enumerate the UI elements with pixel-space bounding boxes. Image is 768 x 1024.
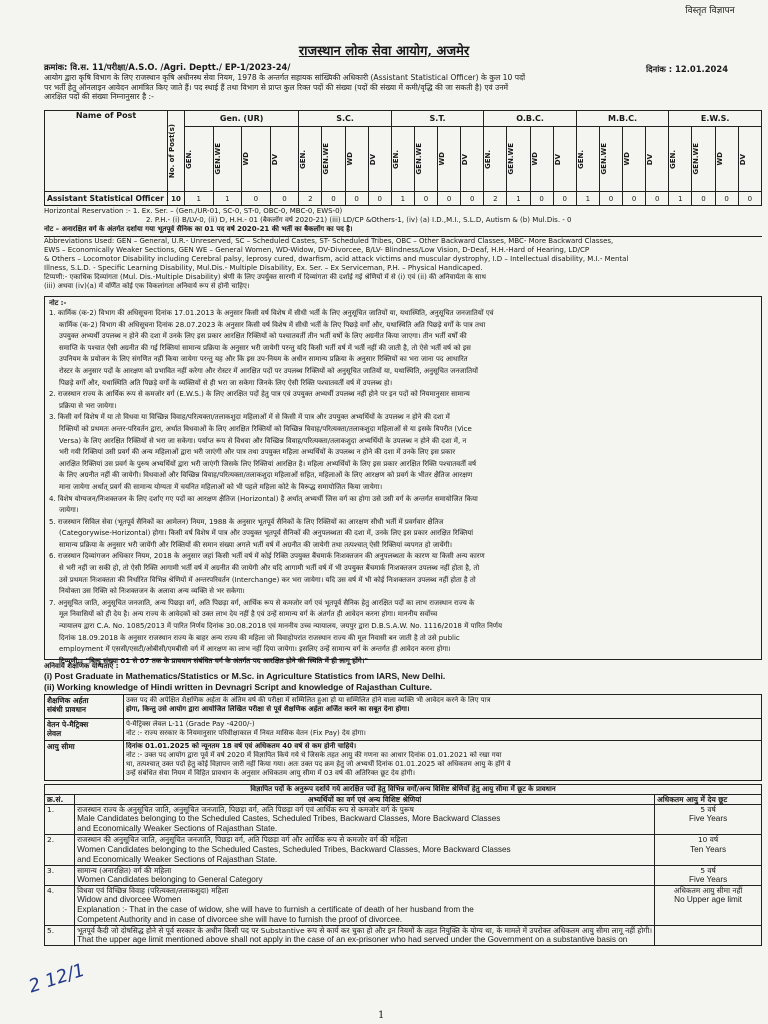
- notes-section: [44, 296, 762, 665]
- subheader-1-2: WD: [345, 126, 368, 192]
- note-line: 1. कार्मिक (क-2) विभाग की अधिसूचना दिनांक 17.01.2013 के अनुसार किसी वर्ष विशेष में सीधी भर्ती के लिए अनुसूचित जातियों या, यथास्थिति, अनुसूचित जनजातियों एवं: [49, 309, 494, 317]
- group-gen-ur: Gen. (UR): [185, 111, 299, 127]
- horizontal-reservation: Horizontal Reservation :- 1. Ex. Ser. – (Gen./UR-01, SC-0, ST-0, OBC-0, MBC-0, EWS-0) 2. P.H.- (i) B/LV-0, (ii) D, H.H.- 01 (बैकलॉग वर्ष 2020-21) (iii) LD/CP &Others-1, (iv) (a) I.D.,M.I., S.L.D, Autism & (b) Mul.Dis. - 0 नोट – अनारक्षित वर्ग के अंतर्गत दर्शाया गया भूतपूर्व सैनिक का 01 पद वर्ष 2020-21 की भर्ती का बैकलॉग का पद है।: [44, 207, 572, 233]
- note-line: 7. अनुसूचित जाति, अनुसूचित जनजाति, अन्य पिछड़ा वर्ग, अति पिछड़ा वर्ग, आर्थिक रूप से कमजोर वर्ग एवं भूतपूर्व सैनिक हेतु आरक्षित पदों का लाभ राजस्थान राज्य के: [49, 598, 475, 607]
- no-of-posts-header: No. of Post(s): [168, 124, 176, 179]
- vacancy-value: 0: [270, 192, 299, 206]
- note-line: प्रक्रिया से भरा जायेगा।: [59, 401, 117, 410]
- vacancy-value: 0: [530, 192, 553, 206]
- col-category: अभ्यर्थियों का वर्ग एवं अन्य विशिष्ट श्रेणियां: [75, 795, 655, 805]
- subheader-2-3: DV: [461, 126, 484, 192]
- subheader-5-2: WD: [715, 126, 738, 192]
- note-line: से भरी नहीं जा सकी हो, तो ऐसी रिक्ति आगामी भर्ती वर्ष में अग्रनीत की जायेगी और यदि आगामी भर्ती वर्ष में भी उपयुक्त बैंचमार्क निःशक्तजन उपलब्ध नहीं होता है, तो: [59, 564, 480, 573]
- col-sn: क्र.सं.: [45, 795, 75, 805]
- subheader-0-3: DV: [270, 126, 299, 192]
- age-row-relaxation: 5 वर्ष Five Years: [655, 805, 762, 835]
- info-table: [44, 694, 762, 781]
- info-text-pay: पे-मैट्रिक्स लेवल L-11 (Grade Pay -4200/-) नोट :- राज्य सरकार के नियमानुसार परिवीक्षाकाल में नियत मासिक वेतन (Fix Pay) देय होगा।: [124, 719, 762, 741]
- subheader-4-2: WD: [623, 126, 646, 192]
- subheader-0-2: WD: [242, 126, 271, 192]
- age-row-category: भूतपूर्व कैदी जो दोषसिद्ध होने से पूर्व सरकार के अधीन किसी पद पर Substantive रूप से कार्य कर चुका हो और इन नियमों के तहत नियुक्ति के योग्य था, के मामले में उपरोक्त अधिकतम आयु सीमा लागू नहीं होगी। That the upper age limit mentioned above shall not apply in the case of an ex-prisoner who had served under the Government on a substantive basis on: [75, 926, 655, 946]
- age-row-relaxation: [655, 926, 762, 946]
- note-line: 5. राजस्थान सिविल सेवा (भूतपूर्व सैनिकों का आमेलन) नियम, 1988 के अनुसार भूतपूर्व सैनिकों के लिए रिक्तियों का आरक्षण सीधी भर्ती में प्रवर्गवार क्षैतिज: [49, 517, 444, 526]
- advertisement-date: दिनांक : 12.01.2024: [646, 64, 729, 74]
- age-row-category: विधवा एवं विच्छिन्न विवाह (परित्यक्ता/तलाकशुदा) महिला Widow and divorcee Women Explanation :- That in the case of widow, she will have to furnish a certificate of death of her husband from the Competent Authority and in case of divorcee she will have to furnish the proof of divorcee.: [75, 885, 655, 925]
- group-obc: O.B.C.: [484, 111, 577, 127]
- note-line: दिनांक 18.09.2018 के अनुसार राजस्थान राज्य के बाहर अन्य राज्य की महिला जो विवाहोपरांत राजस्थान राज्य की मूल निवासी बन जाती है तो उसे public: [59, 633, 460, 642]
- subheader-3-0: GEN.: [484, 126, 507, 192]
- notes-heading: नोट :-: [49, 299, 67, 307]
- info-text-qualification: उक्त पद की अपेक्षित शैक्षणिक अर्हता के अंतिम वर्ष की परीक्षा में सम्मिलित हुआ हो या सम्मिलित होने वाला व्यक्ति भी आवेदन करने के लिए पात्र होगा, किन्तु उसे आयोग द्वारा आयोजित लिखित परीक्षा से पूर्व शैक्षणिक अर्हता अर्जित करने का सबूत देना होगा।: [124, 695, 762, 719]
- info-label-pay: वेतन पे-मैट्रिक्स लेवल: [45, 719, 124, 741]
- subheader-1-1: GEN.WE: [322, 126, 345, 192]
- vacancy-value: 0: [692, 192, 715, 206]
- age-row-category: सामान्य (अनारक्षित) वर्ग की महिला Women Candidates belonging to General Category: [75, 865, 655, 885]
- info-text-age: दिनांक 01.01.2025 को न्यूनतम 18 वर्ष एवं अधिकतम 40 वर्ष से कम होनी चाहिये। नोट :- उक्त पद आयोग द्वारा पूर्व में वर्ष 2020 में विज्ञापित किये गये थे जिसके तहत आयु की गणना का आधार दिनांक 01.01.2021 को रखा गया था, तत्पश्चात् उक्त पदों हेतु कोई विज्ञापन जारी नहीं किया गया। अतः उक्त पद क्रम हेतु जो अभ्यर्थी दिनांक 01.01.2025 को अधिकतम आयु के होंगे वे उन्हें संबंधित सेवा नियम में विहित प्रावधान के अनुसार अधिकतम आयु सीमा में 03 वर्ष की अतिरिक्त छूट देय होगी।: [124, 741, 762, 781]
- subheader-0-1: GEN.WE: [213, 126, 242, 192]
- info-label-age: आयु सीमा: [45, 741, 124, 781]
- note-line: employment में एससी/एसटी/ओबीसी/एमबीसी वर्ग में आरक्षण का लाभ नहीं दिया जायेगा। इसलिए उन्हें सामान्य वर्ग के अन्तर्गत ही आवेदन करना होगा।: [59, 645, 451, 654]
- note-line: 3. किसी वर्ग विशेष में या तो विधवा या विच्छिन्न विवाह/परित्यक्ता/तलाकशुदा महिलाओं में से किसी में पात्र और उपयुक्त अभ्यर्थियों के उपलब्ध न होने की दशा में: [49, 413, 450, 422]
- vacancy-value: 0: [461, 192, 484, 206]
- note-line: 6. राजस्थान दिव्यांगजन अधिकार नियम, 2018 के अनुसार जहां किसी भर्ती वर्ष में कोई रिक्ति उपयुक्त बैंचमार्क निःशक्तजन की अनुपलब्धता के कारण या किसी अन्य कारण: [49, 552, 485, 561]
- note-line: उपयुक्त अभ्यर्थी उपलब्ध न होने की दशा में उनके लिए इस प्रकार आरक्षित रिक्तियों को पश्चातवर्ती तीन भर्ती वर्षों के लिए अग्रनीत किया जाएगा। तीन भर्ती वर्षों की: [59, 332, 467, 341]
- vacancy-value: 1: [391, 192, 414, 206]
- age-row-sn: 2.: [45, 835, 75, 865]
- note-line: 4. विशेष योग्यजन/निःशक्तजन के लिए दर्शाए गए पदों का आरक्षण क्षैतिज (Horizontal) है अर्थात् अभ्यर्थी जिस वर्ग का होगा उसे उसी वर्ग के अन्तर्गत समायोजित किया: [49, 494, 478, 503]
- page-number: 1: [378, 1010, 385, 1021]
- note-line: के लिए अग्रनीत नहीं की जायेगी। विधवाओं और विच्छिन्न विवाह/परित्यक्ता/तलाकशुदा महिलाओं सहित, महिलाओं के लिए आरक्षण को प्रवर्ग के भीतर क्षैतिज आरक्षण: [59, 471, 473, 480]
- age-row-sn: 4.: [45, 885, 75, 925]
- note-line: (Categorywise-Horizontal) होगा। किसी वर्ष विशेष में पात्र और उपयुक्त भूतपूर्व सैनिकों की अनुपलब्धता की दशा में, उनके लिए इस प्रकार आरक्षित रिक्तियां: [59, 529, 474, 538]
- vacancy-value: 1: [669, 192, 692, 206]
- note-line: रिक्तियों को प्रथमतः अन्तर-परिवर्तन द्वारा, अर्थात विधवाओं के लिए आरक्षित रिक्तियों को विच्छिन्न विवाह/परित्यक्ता/तलाकशुदा महिलाओं से या इसके विपरीत (Vice: [59, 424, 472, 433]
- handwritten-mark: 2 12/1: [26, 959, 88, 998]
- age-row-sn: 5.: [45, 926, 75, 946]
- subheader-4-3: DV: [646, 126, 669, 192]
- age-row: [45, 835, 762, 865]
- vacancy-value: 0: [553, 192, 576, 206]
- intro-paragraph: आयोग द्वारा कृषि विभाग के लिए राजस्थान कृषि अधीनस्थ सेवा नियम, 1978 के अन्तर्गत सहायक सांख्यिकी अधिकारी (Assistant Statistical Officer) के कुल 10 पदों पर भर्ती हेतु ऑनलाइन आवेदन आमंत्रित किए जाते हैं। पद स्थाई हैं तथा विभाग से प्राप्त कुल रिक्त पदों की संख्या (पदों की संख्या में कमी/वृद्धि की जा सकती है) एवं उनमें आरक्षित पदों की संख्या निम्नानुसार है :-: [44, 73, 526, 102]
- vacancy-value: 1: [185, 192, 214, 206]
- note-line: न्यायालय द्वारा C.A. No. 1085/2013 में पारित निर्णय दिनांक 30.08.2018 एवं माननीय उच्च न्यायालय, जयपुर द्वारा D.B.S.A.W. No. 1116/2018 में पारित निर्णय: [59, 622, 502, 631]
- age-row-relaxation: अधिकतम आयु सीमा नहीं No Upper age limit: [655, 885, 762, 925]
- note-line: उपनियम के प्रयोजन के लिए संगणित नहीं किया जायेगा परन्तु यह और कि इस उप-नियम के अधीन सामान्य प्रक्रिया के अनुसार रिक्तियों का भरा जाना पद आधारित: [59, 355, 468, 364]
- subheader-3-1: GEN.WE: [507, 126, 530, 192]
- name-of-post-header: Name of Post: [45, 111, 168, 192]
- subheader-2-0: GEN.: [391, 126, 414, 192]
- note-line: कार्मिक (क-2) विभाग की अधिसूचना दिनांक 28.07.2023 के अनुसार किसी वर्ष विशेष में सीधी भर्ती के लिए पिछड़े वर्गों और, यथास्थिति अति पिछड़े वर्गों के पात्र तथा: [59, 320, 486, 329]
- page-title: राजस्थान लोक सेवा आयोग, अजमेर: [298, 44, 470, 59]
- vacancy-value: 0: [715, 192, 738, 206]
- col-relaxation: अधिकतम आयु में देय छूट: [655, 795, 762, 805]
- corner-tag: विस्तृत विज्ञापन: [685, 6, 735, 16]
- note-line: माना जायेगा अर्थात् प्रवर्ग की सामान्य योग्यता में चयनित महिलाओं को भी पहले महिला कोटे के विरूद्ध समायोजित किया जायेगा।: [59, 482, 383, 491]
- vacancy-table: [44, 110, 762, 206]
- subheader-2-1: GEN.WE: [414, 126, 437, 192]
- reference-number: क्रमांक: वि.स. 11/परीक्षा/A.S.O. /Agri. Deptt./ EP-1/2023-24/: [44, 62, 291, 72]
- vacancy-value: 1: [507, 192, 530, 206]
- vacancy-value: 0: [322, 192, 345, 206]
- age-relaxation-table: [44, 794, 762, 946]
- note-line: पिछड़े वर्गों और, यथास्थिति अति पिछड़े वर्गों के व्यक्तियों से ही भरा जा सकेगा जिनके लिए ऐसी रिक्ति पश्चातवर्ती वर्ष में उपलब्ध हो।: [59, 378, 393, 387]
- subheader-3-2: WD: [530, 126, 553, 192]
- note-line: नियोक्ता उस रिक्ति को निःशक्तजन के अलावा अन्य व्यक्ति से भर सकेगा।: [59, 587, 245, 596]
- vacancy-value: 0: [345, 192, 368, 206]
- subheader-5-1: GEN.WE: [692, 126, 715, 192]
- vacancy-value: 0: [599, 192, 622, 206]
- age-row: [45, 805, 762, 835]
- vacancy-value: 0: [414, 192, 437, 206]
- note-line: मूल निवासियों को ही देय है। अन्य राज्य के आवेदकों को उक्त लाभ देय नहीं है एवं उन्हें सामान्य वर्ग के अंतर्गत ही आवेदन करना होगा। माननीय सर्वोच्च: [59, 610, 438, 619]
- age-row: [45, 885, 762, 925]
- vacancy-value: 1: [576, 192, 599, 206]
- age-row-sn: 3.: [45, 865, 75, 885]
- group-ews: E.W.S.: [669, 111, 762, 127]
- note-line: Versa) के लिए आरक्षित रिक्तियों से भरा जा सकेगा। पर्याप्त रूप से विधवा और विच्छिन्न विवाह/परित्यक्ता/तलाकशुदा अभ्यर्थियों के उपलब्ध न होने की दशा में, न: [59, 436, 467, 445]
- subheader-1-0: GEN.: [299, 126, 322, 192]
- vacancy-value: 0: [738, 192, 761, 206]
- info-label-qualification: शैक्षणिक अर्हता संबंधी प्रावधान: [45, 695, 124, 719]
- qualification-section: अनिवार्य शैक्षणिक योग्यताएं : (i) Post Graduate in Mathematics/Statistics or M.Sc. in Agriculture Statistics from IARS, New Delhi. (ii) Working knowledge of Hindi written in Devnagri Script and knowledge of Rajasthan Culture.: [44, 662, 446, 692]
- abbreviations: Abbreviations Used: GEN – General, U.R.- Unreserved, SC – Scheduled Castes, ST- Scheduled Tribes, OBC – Other Backward Classes, MBC- More Backward Classes, EWS – Economically Weaker Sections, GEN WE – General Women, WD-Widow, DV-Divorcee, B/LV- Blindness/Low Vision, D-Deaf, H.H.-Hard of Hearing, LD/CP & Others – Locomotor Disability including Cerebral palsy, leprosy cured, dwarfism, acid attack victims and muscular dystrophy, I.D – Intellectual disability, M.I.- Mental Illness, S.L.D. - Specific Learning Disability, Mul.Dis.- Multiple Disability, Ex. Ser. – Ex Serviceman, P.H. – Physical Handicaped. टिप्पणी:- एकाधिक दिव्यांगता (Mul. Dis.-Multiple Disability) श्रेणी के लिए उपर्युक्त सारणी में दिव्यांगता की दर्शाई गई श्रेणियों में से (i) एवं (ii) की अनिवार्यता के साथ (iii) अथवा (iv)(a) में वर्णित कोई एक विकलांगता अनिवार्य रूप से होनी चाहिए।: [44, 236, 762, 291]
- vacancy-value: 0: [646, 192, 669, 206]
- note-line: 2. राजस्थान राज्य के आर्थिक रूप से कमजोर वर्ग (E.W.S.) के लिए आरक्षित पदों हेतु पात्र एवं उपयुक्त अभ्यर्थी उपलब्ध नहीं होने पर इन पदों को नियमानुसार सामान्य: [49, 390, 470, 399]
- note-line: समाप्ति के पश्चात ऐसी अग्रनीत की गई रिक्तियां सामान्य प्रक्रिया के अनुसार भरी जायेगी परन्तु यदि किसी भर्ती वर्ष में भर्ती नहीं की जाती है, तो ऐसे भर्ती वर्ष को इस: [59, 343, 471, 352]
- note-line: भरी गयी रिक्तियां उसी प्रवर्ग की अन्य महिलाओं द्वारा भरी जाएंगी और पात्र तथा उपयुक्त महिला अभ्यर्थियों के उपलब्ध न होने की दशा में उनके लिए इस प्रकार: [59, 448, 456, 457]
- subheader-1-3: DV: [368, 126, 391, 192]
- subheader-0-0: GEN.: [185, 126, 214, 192]
- note-line: उसे प्रथमतः निःशक्तता की निर्धारित विभिन्न श्रेणियों में अन्तरपरिवर्तन (Interchange) कर भरा जायेगा। यदि उस वर्ष में भी कोई निःशक्तजन उपलब्ध नहीं होता है तो: [59, 575, 476, 584]
- subheader-5-0: GEN.: [669, 126, 692, 192]
- note-line: टिप्पणी:- "बिन्दु संख्या 01 से 07 तक के प्रावधान संबंधित वर्ग के अंतर्गत पद आरक्षित होने की स्थिति में ही लागू होंगे।": [59, 656, 369, 665]
- note-line: आरक्षित रिक्तियां उस प्रवर्ग के पुरुष अभ्यर्थियों द्वारा भरी जाएंगी जिसके लिए रिक्तियां आरक्षित है। महिला अभ्यर्थियों के लिए इस प्रकार आरक्षित रिक्ति पश्चातवर्ती वर्ष: [59, 459, 477, 468]
- note-line: जायेगा।: [59, 506, 79, 515]
- age-table-caption: विज्ञापित पदों के अनुरूप दर्शाये गये आरक्षित पदों हेतु विभिन्न वर्गों/अन्य विशिष्ट श्रेणियों हेतु आयु सीमा में छूट के प्रावधान: [44, 784, 762, 794]
- vacancy-value: 1: [213, 192, 242, 206]
- group-st: S.T.: [391, 111, 484, 127]
- subheader-4-1: GEN.WE: [599, 126, 622, 192]
- total-posts: 10: [168, 192, 185, 206]
- vacancy-value: 0: [623, 192, 646, 206]
- group-sc: S.C.: [299, 111, 392, 127]
- subheader-5-3: DV: [738, 126, 761, 192]
- vacancy-value: 0: [368, 192, 391, 206]
- vacancy-value: 2: [299, 192, 322, 206]
- note-line: रोस्टर के अनुसार पदों के आरक्षण को प्रभावित नहीं करेगा और रोस्टर में आरक्षित पदों पर उपलब्ध रिक्तियों को अनुसूचित जातियों या, यथास्थिति, अनुसूचित जनजातियों: [59, 366, 478, 375]
- subheader-2-2: WD: [438, 126, 461, 192]
- subheader-3-3: DV: [553, 126, 576, 192]
- notes-list: [49, 308, 757, 667]
- age-row: [45, 865, 762, 885]
- age-row-sn: 1.: [45, 805, 75, 835]
- age-row-relaxation: 10 वर्ष Ten Years: [655, 835, 762, 865]
- note-line: सामान्य प्रक्रिया के अनुसार भरी जायेंगी और रिक्तियों की समान संख्या अगले भर्ती वर्ष में अग्रनीत की जायेगी तथा तत्पश्चात् ऐसी रिक्तियां व्यपगत हो जायेंगी।: [59, 540, 453, 549]
- age-row: [45, 926, 762, 946]
- vacancy-value: 2: [484, 192, 507, 206]
- group-mbc: M.B.C.: [576, 111, 669, 127]
- vacancy-value: 0: [242, 192, 271, 206]
- subheader-4-0: GEN.: [576, 126, 599, 192]
- age-row-category: राजस्थान राज्य के अनुसूचित जाति, अनुसूचित जनजाति, पिछड़ा वर्ग, अति पिछड़ा वर्ग एवं आर्थिक रूप से कमजोर वर्ग के पुरूष Male Candidates belonging to the Scheduled Castes, Scheduled Tribes, Backward Classes, More Backward Classes and Economically Weaker Sections of Rajasthan State.: [75, 805, 655, 835]
- age-row-category: राजस्थान की अनुसूचित जाति, अनुसूचित जनजाति, पिछड़ा वर्ग, अति पिछड़ा वर्ग और आर्थिक रूप से कमजोर वर्ग की महिला Women Candidates belonging to the Scheduled Castes, Scheduled Tribes, Backward Classes, More Backward Classes and Economically Weaker Sections of Rajasthan State.: [75, 835, 655, 865]
- age-row-relaxation: 5 वर्ष Five Years: [655, 865, 762, 885]
- vacancy-value: 0: [438, 192, 461, 206]
- post-name: Assistant Statistical Officer: [45, 192, 168, 206]
